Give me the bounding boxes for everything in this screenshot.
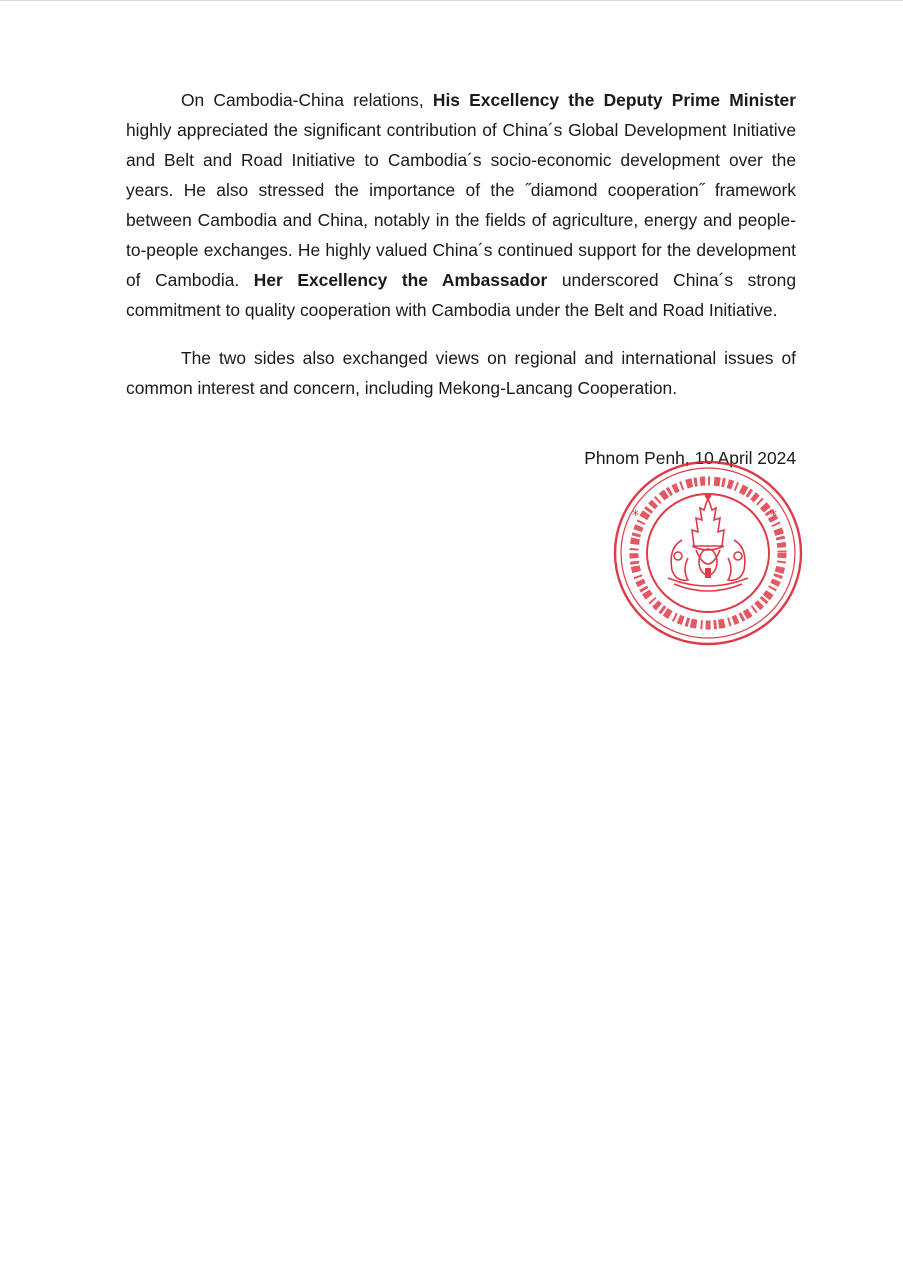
ambassador-title: Her Excellency the Ambassador	[253, 270, 548, 290]
paragraph-relations	[126, 85, 796, 325]
official-seal-icon	[612, 458, 804, 648]
svg-text:*: *	[770, 508, 777, 524]
paragraph-regional-issues: The two sides also exchanged views on regional and international issues of common interest and concern, including Mekong-Lancang Cooperation.	[126, 348, 796, 398]
paragraph-relations-tail: underscored China´s strong commitment to quality cooperation with Cambodia under the Belt and Road Initiative.	[126, 270, 796, 320]
svg-text:*: *	[632, 508, 639, 524]
place-and-date: Phnom Penh, 10 April 2024	[584, 448, 796, 468]
page-top-border	[0, 0, 903, 1]
paragraph-relations-body: highly appreciated the significant contribution of China´s Global Development Initiative and Belt and Road Initiative to Cambodia´s socio-economic development over the years. He also stressed the importance of the ˝diamond cooperation˝ framework between Cambodia and China, notably in the fields of agriculture, energy and people-to-people exchanges. He highly valued China´s continued support for the development of Cambodia.	[126, 120, 796, 290]
deputy-prime-minister-title: His Excellency the Deputy Prime Minister	[432, 90, 796, 110]
document-body	[126, 85, 796, 403]
paragraph-relations-lead: On Cambodia-China relations,	[181, 90, 433, 110]
